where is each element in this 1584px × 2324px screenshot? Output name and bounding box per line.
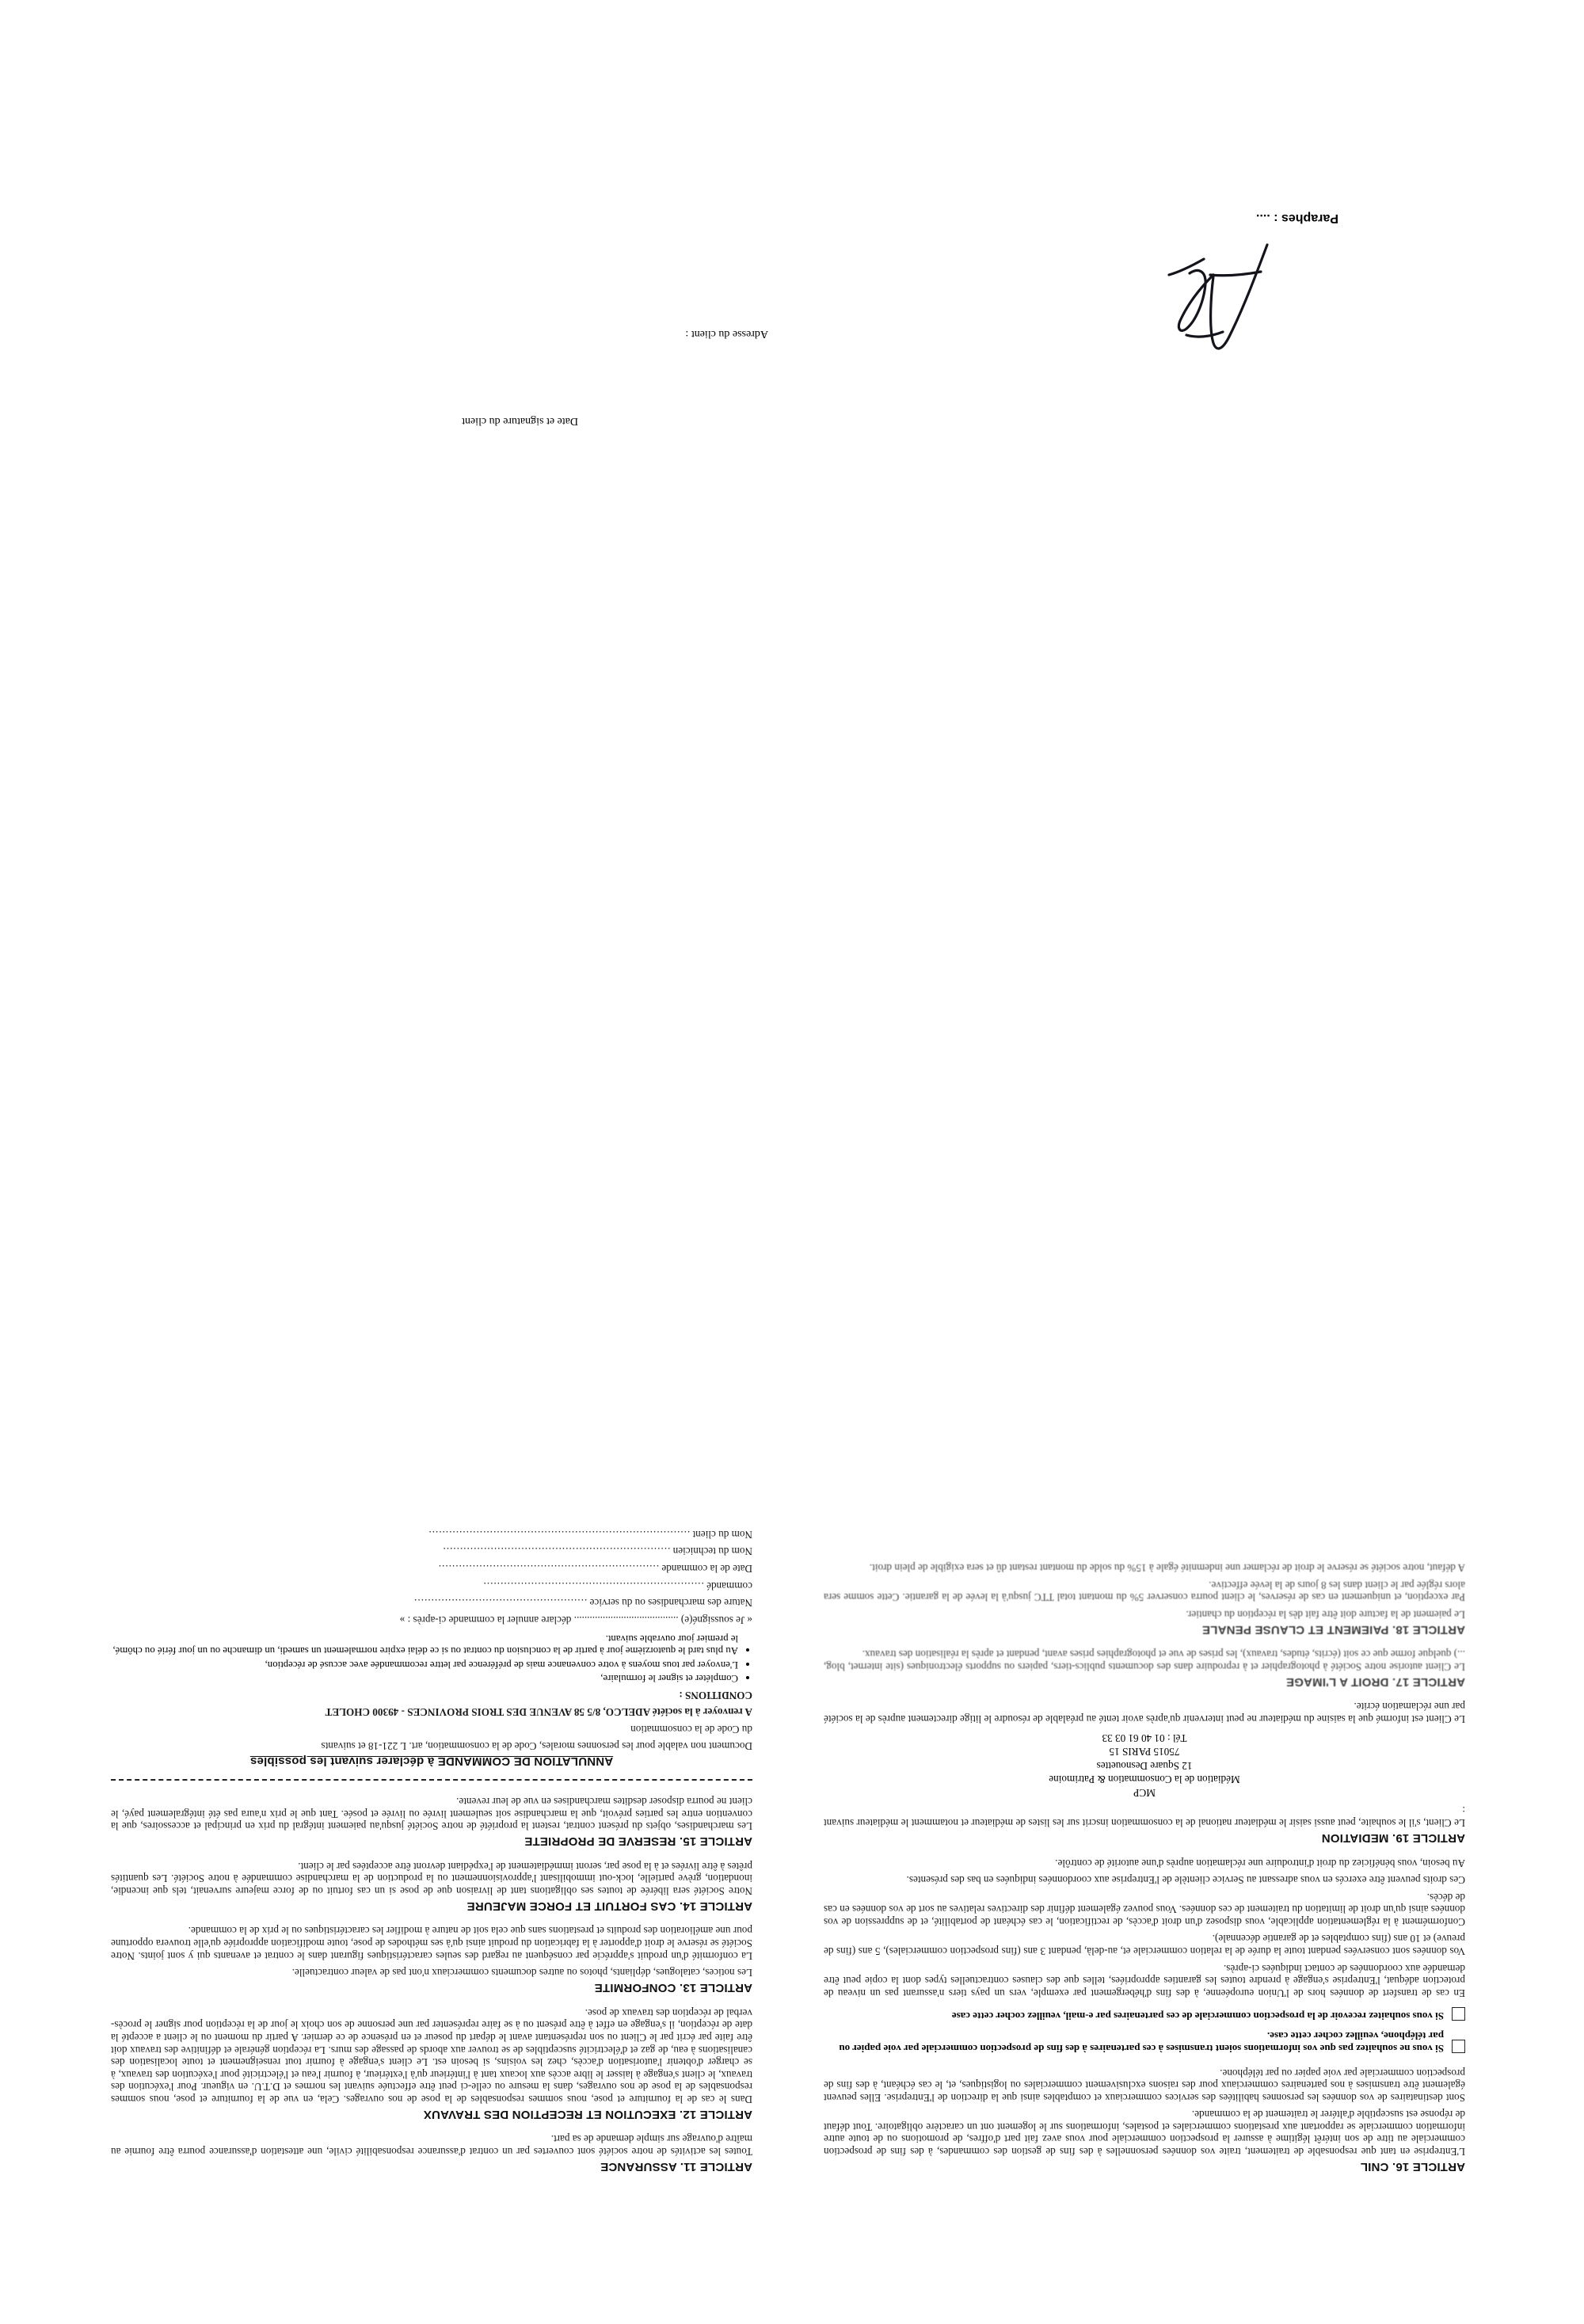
cnil-p7: Au besoin, vous bénéficiez du droit d'introduire une réclamation auprès d'une autorité de contrôle. <box>1055 1857 1465 1869</box>
checkbox-email-prospection-label: Si vous souhaitez recevoir de la prospection commerciale de ces partenaires par e-mail, veuillez cocher cette case <box>951 2010 1444 2022</box>
article-19-title: ARTICLE 19. MEDIATION <box>1321 1831 1465 1845</box>
cancellation-subtitle-1: Document non valable pour les personnes morales, Code de la consommation, art. L 221-18 et suivants <box>321 1740 752 1753</box>
checkbox-no-transfer-label: Si vous ne souhaitez pas que vos informations soient transmises à ces partenaires à des fins de prospection commerciale par voie papier ou par téléphone, veuillez cocher cette case. <box>839 2030 1444 2055</box>
checkbox-no-transfer[interactable] <box>1452 2040 1465 2053</box>
field-date-dots[interactable]: ................................................................. <box>437 1563 660 1575</box>
mediator-name-full: Médiation de la Consommation & Patrimoine <box>1049 1773 1240 1785</box>
cnil-p6: Ces droits peuvent être exercés en vous adressant au Service clientèle de l'Entreprise aux coordonnées indiquées en bas des présentes. <box>906 1874 1465 1887</box>
mediator-phone: Tél : 01 40 61 03 33 <box>1102 1732 1187 1745</box>
article-16-cnil <box>824 2067 1465 2174</box>
article-19-intro: Le Client, s'il le souhaite, peut aussi saisir le médiateur national de la consommation inscrit sur les listes de médiateur et notamment le médiateur suivant : <box>824 1804 1465 1829</box>
conditions-list <box>111 1633 738 1684</box>
checkbox-row-email-prospection[interactable] <box>824 2007 1465 2022</box>
field-nature-dots[interactable]: ................................................... <box>413 1597 588 1610</box>
mediator-block <box>824 1732 1465 1800</box>
cnil-p4: Vos données sont conservées pendant toute la durée de la relation commerciale et, au-delà, pendant 3 ans (fins prospection commerciales), 5 ans (fins de preuve) et 10 ans (fins comptables et de garantie décennale). <box>824 1933 1465 1958</box>
page-content <box>71 146 1465 2174</box>
article-11-insurance <box>111 2133 752 2174</box>
article-16-title: ARTICLE 16. CNIL <box>1360 2160 1465 2174</box>
article-13-p1: Les notices, catalogues, dépliants, photos ou autres documents commerciaux n'ont pas de valeur contractuelle. <box>291 1967 752 1979</box>
article-15-title: ARTICLE 15. RESERVE DE PROPRIETE <box>524 1834 752 1849</box>
condition-item: • Compléter et signer le formulaire, <box>111 1672 738 1684</box>
mediator-name-short: MCP <box>1133 1786 1156 1799</box>
field-date-label: Date de la commande <box>661 1563 752 1575</box>
cnil-remaining-text <box>824 1857 1465 1999</box>
paraphes-label: Paraphes : .... <box>1255 211 1338 225</box>
checkbox-row-no-transfer[interactable] <box>824 2030 1465 2055</box>
article-18-payment <box>824 1561 1465 1636</box>
article-13-title: ARTICLE 13. CONFORMITE <box>594 1981 752 1995</box>
left-column <box>824 1549 1465 2174</box>
article-18-p2: Par exception, et uniquement en cas de réserves, le client pourra conserver 5% du montant total TTC jusqu'à la levée de la garantie. Cette somme sera alors réglée par le client dans les 8 jours de la levée effective. <box>824 1579 1465 1604</box>
article-18-p1: Le paiement de la facture doit être fait dès la réception du chantier. <box>1186 1608 1465 1621</box>
article-19-mediation <box>824 1701 1465 1845</box>
conditions-title: CONDITIONS : <box>679 1689 752 1701</box>
article-19-outro: Le Client est informé que la saisine du médiateur ne peut intervenir qu'après avoir tenté au préalable de résoudre le litige directement auprès de la société par une réclamation écrite. <box>824 1701 1465 1726</box>
field-commande-label: commandé <box>706 1579 752 1592</box>
article-12-execution <box>111 2006 752 2121</box>
field-nature-label: Nature des marchandises ou du service <box>589 1597 752 1610</box>
date-signature-label: Date et signature du client <box>462 415 578 427</box>
condition-item: • L'envoyer par tous moyens à votre convenance mais de préférence par lettre recommandée avec accusé de réception, <box>111 1658 738 1670</box>
mediator-street: 12 Square Desnouettes <box>1096 1759 1193 1772</box>
signature-area <box>71 150 1465 427</box>
cancellation-subtitle-2: du Code de la consommation <box>630 1723 752 1735</box>
field-date-commande <box>111 1562 752 1575</box>
cancellation-company-line: A renvoyer à la société ADELCO, 8/5 58 AVENUE DES TROIS PROVINCES - 49300 CHOLET <box>325 1706 752 1719</box>
article-13-conformity <box>111 1925 752 1994</box>
field-technicien-label: Nom du technicien <box>672 1545 752 1558</box>
field-technicien-dots[interactable]: ................................................................... <box>442 1545 671 1558</box>
adresse-client-label: Adresse du client : <box>685 328 768 340</box>
right-column <box>111 1516 752 2174</box>
article-15-text: Les marchandises, objets du présent contrat, restent la propriété de notre Société jusqu'au paiement intégral du prix en principal et accessoires, que la convention entre les parties prévoit, que la marchandise soit seulement livrée ou livrée et posée. Tant que le prix n'aura pas été intégralement payé, le client ne pourra disposer desdites marchandises en vue de leur revente. <box>111 1796 752 1833</box>
article-13-p2: La conformité d'un produit s'apprécie par conséquent au regard des seules caractéristiques figurant dans le contrat et avenants qui y sont joints. Notre Société se réserve le droit d'apporter à la fabrication du produit ainsi qu'à ses méthodes de pose, toute modification appropriée qu'elle trouvera opportune pour une amélioration des produits et prestations sans que cela soit de nature à modifier les caractéristiques ou le prix de la commande. <box>111 1925 752 1962</box>
article-11-title: ARTICLE 11. ASSURANCE <box>600 2160 752 2174</box>
condition-item: • Au plus tard le quatorzième jour à partir de la conclusion du contrat ou si ce délai expire normalement un samedi, un dimanche ou un jour férié ou chômé, le premier jour ouvrable suivant. <box>111 1633 738 1657</box>
field-nom-client-dots[interactable]: ............................................................................. <box>428 1528 691 1541</box>
article-14-title: ARTICLE 14. CAS FORTUIT ET FORCE MAJEURE <box>466 1899 752 1913</box>
article-12-title: ARTICLE 12. EXECUTION ET RECEPTION DES TRAVAUX <box>423 2107 752 2121</box>
article-14-force-majeure <box>111 1860 752 1913</box>
cancellation-title: ANNULATION DE COMMANDE à déclarer suivant les possibles <box>249 1754 614 1769</box>
article-15-property-reserve <box>111 1795 752 1848</box>
mediator-city: 75015 PARIS 15 <box>1109 1746 1180 1758</box>
field-nom-client <box>111 1528 752 1541</box>
handwritten-initials <box>1140 229 1299 364</box>
article-14-text: Notre Société sera libérée de toutes ses obligations tant de livraison que de pose si un cas fortuit ou de force majeure survenait, tels que incendie, inondation, grève partielle, lock-out immobilisant l'approvisionnement ou la production de la marchandise commandée à notre Société. Les quantités prêtes à être livrées et à la pose par, seront immédiatement de l'expédiant devront être acceptées par le client. <box>111 1860 752 1897</box>
tear-off-divider <box>111 1779 752 1781</box>
article-17-image-rights <box>824 1648 1465 1689</box>
cnil-p5: Conformément à la réglementation applicable, vous disposez d'un droit d'accès, de rectification, le cas échéant de portabilité, et de suppression de vos données ainsi qu'un droit de limitation du traitement de ces données. Vous pouvez également définir des directives relatives au sort de vos données en cas de décès. <box>824 1891 1465 1928</box>
article-12-text: Dans le cas de la fourniture et pose, nous sommes responsables de la pose de nos ouvrages. Cela, en vue de la fourniture et pose, nous sommes responsables de la pose de nos ouvrages, dans la mesure ou celle-ci peut être effectuée suivant les normes et D.T.U. en vigueur. Pour l'exécution des travaux, le client s'engage à laisser le libre accès aux locaux tant à l'intérieur qu'à l'extérieur, à fournir l'eau et l'électricité pour l'exécution des travaux, à se charger d'obtenir l'autorisation d'accès, chez les voisins, si besoin est. Le client s'engage à fournir tout renseignement et toute localisation des canalisations à eau, de gaz et d'électricité susceptibles de se trouver aux abords de passage des murs. La réception générale et définitive des travaux doit être faite par écrit par le Client ou son représentant avant le départ du poseur et en présence de ce dernier. A partir du moment ou le client a accepté la date de réception, il s'engage en effet à être présent ou à se faire représenter par une personne de son choix le jour de la réception pour signer le procès-verbal de réception des travaux de pose. <box>111 2006 752 2105</box>
article-16-p2: Sont destinataires de vos données les personnes habilitées des services commerciaux et comptables ainsi que la direction de l'Entreprise. Elles peuvent également être transmises à nos partenaires commerciaux pour des raisons exclusivement commerciales ou logistiques, et, le cas échéant, à des fins de prospection commerciale par voie papier ou par téléphone. <box>824 2067 1465 2104</box>
article-18-title: ARTICLE 18. PAIEMENT ET CLAUSE PENALE <box>1201 1622 1465 1636</box>
cancellation-form <box>111 1528 752 1768</box>
article-17-text: Le Client autorise notre Société à photographier et à reproduire dans des documents publics-tiers, papiers ou supports électroniques (site internet, blog, ...) quelque forme que ce soit (écrits, études, travaux), les prises de vue et photographies prises avant, pendant et après la réalisation des travaux. <box>824 1648 1465 1673</box>
article-17-title: ARTICLE 17. DROIT A L'IMAGE <box>1285 1674 1465 1689</box>
field-technicien <box>111 1545 752 1558</box>
field-nom-client-label: Nom du client <box>692 1528 752 1541</box>
field-nature <box>111 1597 752 1610</box>
cnil-p3: En cas de transfert de données hors de l'Union européenne, à des fins d'hébergement par exemple, vers un pays tiers n'assurant pas un niveau de protection adéquat, l'Entreprise s'engage à prendre toutes les garanties appropriées, telles que des clauses contractuelles types dont la copie peut être demandée aux coordonnées de contact indiquées ci-après. <box>824 1962 1465 1999</box>
checkbox-email-prospection[interactable] <box>1452 2007 1465 2021</box>
article-11-text: Toutes les activités de notre société sont couvertes par un contrat d'assurance responsabilité civile, une attestation d'assurance pourra être fournie au maître d'ouvrage sur simple demande de sa part. <box>111 2133 752 2158</box>
field-commande-dots[interactable]: ................................................................. <box>482 1579 704 1592</box>
declaration-line: « Je soussigné(e) ........................................ déclare annuler la commande ci-après : » <box>399 1613 752 1626</box>
field-commande <box>111 1579 752 1592</box>
article-18-p3: A défaut, notre société se réserve le droit de réclamer une indemnité égale à 15% du solde du montant restant dû et sera exigible de plein droit. <box>869 1562 1465 1574</box>
article-16-p1: L'Entreprise en tant que responsable de traitement, traite vos données personnelles à des fins de gestion des commandes, à des fins de prospection commerciale au titre de son intérêt légitime à assurer la prospection commerciale pour vous avez fait part d'offres, de promotions ou de toute autre information commerciale se rapportant aux prestations commerciales et postales, informations sur le logement ont un caractère obligatoire. Tout défaut de réponse est susceptible d'altérer le traitement de la commande. <box>824 2109 1465 2158</box>
